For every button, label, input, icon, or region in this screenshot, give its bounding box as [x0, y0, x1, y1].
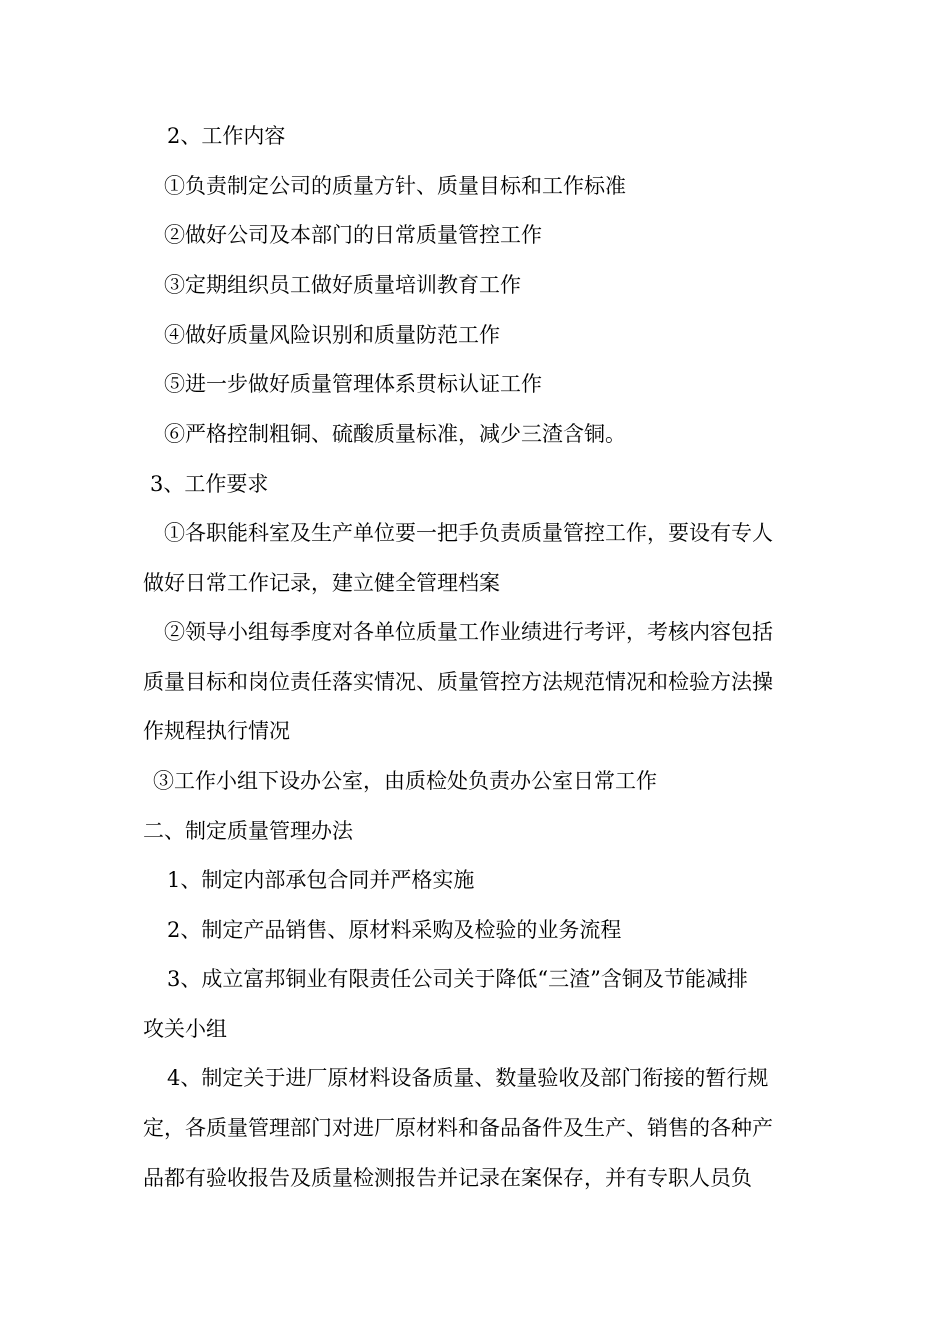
text-line: 2、工作内容: [167, 124, 286, 148]
text-line: ⑤进一步做好质量管理体系贯标认证工作: [164, 372, 542, 396]
text-line: 作规程执行情况: [143, 719, 290, 743]
text-line: 4、制定关于进厂原材料设备质量、数量验收及部门衔接的暂行规: [167, 1066, 769, 1090]
text-line: ①各职能科室及生产单位要一把手负责质量管控工作，要设有专人: [164, 521, 773, 545]
text-line: 1、制定内部承包合同并严格实施: [167, 868, 475, 892]
text-line: ②领导小组每季度对各单位质量工作业绩进行考评，考核内容包括: [164, 620, 773, 644]
text-line: ②做好公司及本部门的日常质量管控工作: [164, 223, 542, 247]
text-line: ①负责制定公司的质量方针、质量目标和工作标准: [164, 174, 626, 198]
text-line: ③定期组织员工做好质量培训教育工作: [164, 273, 521, 297]
text-line: 质量目标和岗位责任落实情况、质量管控方法规范情况和检验方法操: [143, 670, 773, 694]
text-line: 二、制定质量管理办法: [143, 819, 353, 843]
text-line: ⑥严格控制粗铜、硫酸质量标准，减少三渣含铜。: [164, 422, 626, 446]
text-line: ③工作小组下设办公室，由质检处负责办公室日常工作: [153, 769, 657, 793]
text-line: ④做好质量风险识别和质量防范工作: [164, 323, 500, 347]
text-line: 定，各质量管理部门对进厂原材料和备品备件及生产、销售的各种产: [143, 1116, 773, 1140]
text-line: 2、制定产品销售、原材料采购及检验的业务流程: [167, 918, 622, 942]
text-line: 3、成立富邦铜业有限责任公司关于降低“三渣”含铜及节能减排: [167, 967, 748, 991]
text-line: 攻关小组: [143, 1017, 227, 1041]
text-line: 品都有验收报告及质量检测报告并记录在案保存，并有专职人员负: [143, 1166, 752, 1190]
text-line: 做好日常工作记录，建立健全管理档案: [143, 571, 500, 595]
text-line: 3、工作要求: [150, 472, 269, 496]
